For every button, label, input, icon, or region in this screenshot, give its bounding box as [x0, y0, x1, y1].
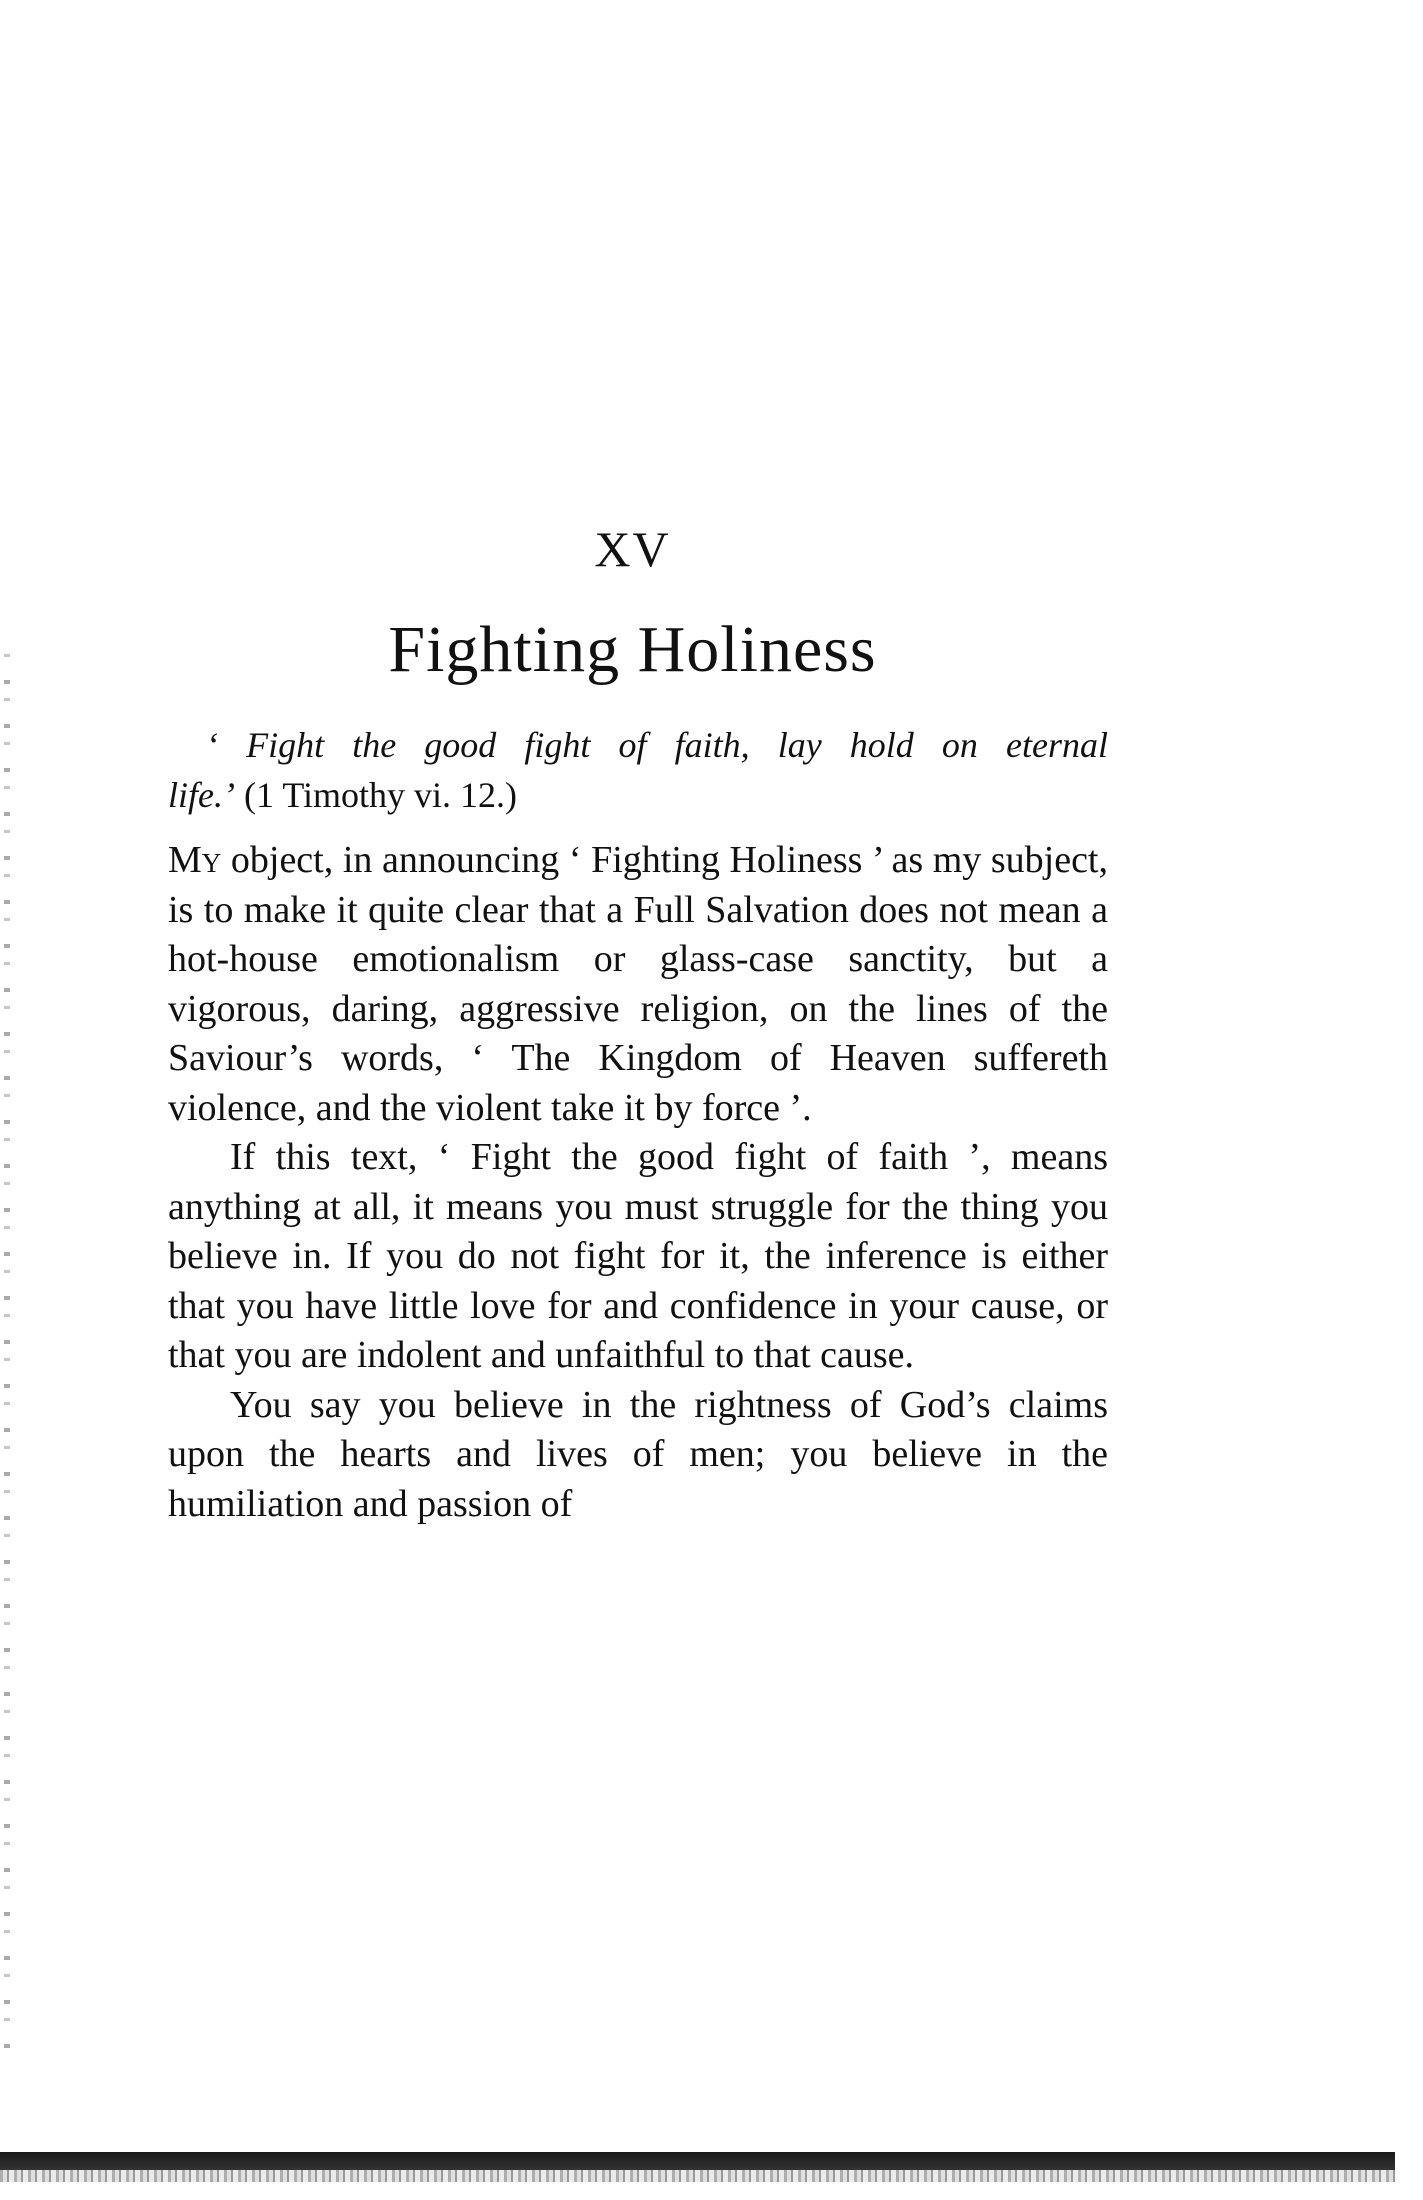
paragraph-3: You say you believe in the rightness of God’s claims upon the hearts and lives of men; you believe in the humiliation and passion of: [168, 1383, 1108, 1525]
paragraph-1-text: object, in announcing ‘ Fighting Holiness ’ as my subject, is to make it quite clear that a Full Salvation does not mean a hot-house emotionalism or glass-case sanctity, but a vigorous, daring, aggressive religion, on the lines of the Saviour’s words, ‘ The Kingdom of Heaven suffereth violence, and the violent take it by force ’.: [168, 839, 1108, 1129]
left-page-edge: [4, 640, 10, 2060]
epigraph-quote-line1: ‘ Fight the good fight of faith, lay hold on eternal: [206, 725, 1108, 765]
paragraph-1: [168, 836, 1108, 1133]
opening-word: My: [168, 839, 222, 881]
bottom-scan-rule: [0, 2152, 1395, 2170]
chapter-title: Fighting Holiness: [388, 613, 877, 686]
epigraph-quote-line2: life.’: [168, 775, 235, 815]
epigraph-reference: (1 Timothy vi. 12.): [234, 775, 518, 815]
chapter-number: XV: [594, 521, 671, 577]
bottom-scan-speckle: [0, 2170, 1395, 2182]
body-text: [168, 836, 1108, 1529]
epigraph: [168, 720, 1108, 820]
paragraph-2: If this text, ‘ Fight the good fight of faith ’, means anything at all, it means you must struggle for the thing you believe in. If you do not fight for it, the inference is either that you have little love for and confidence in your cause, or that you are indolent and unfaithful to that cause.: [168, 1136, 1108, 1376]
